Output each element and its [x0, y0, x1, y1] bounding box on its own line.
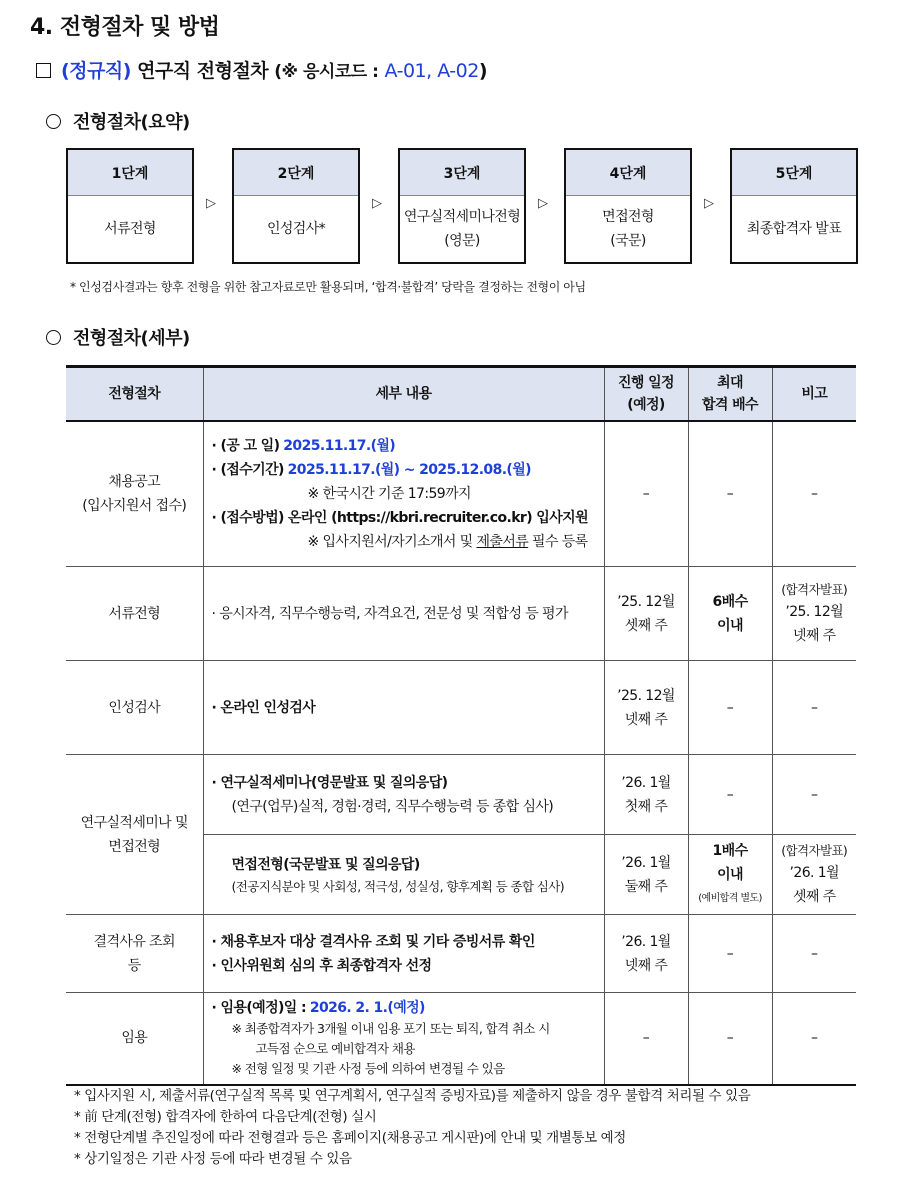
stage-sublabel: (영문) — [444, 233, 480, 249]
table-row — [66, 755, 856, 835]
arrow-right-icon: ▷ — [704, 196, 714, 211]
stage-label: 면접전형 — [602, 209, 654, 225]
table-row — [66, 421, 856, 567]
note-cell: – — [772, 993, 856, 1085]
note-item: * 전형단계별 추진일정에 따라 전형결과 등은 홈페이지(채용공고 게시판)에 안내 및 개별통보 예정 — [74, 1130, 626, 1146]
table-row — [66, 567, 856, 661]
detail-cell: 면접전형(국문발표 및 질의응답) (전공지식분야 및 사회성, 적극성, 성실성, 향후계획 등 종합 심사) — [203, 835, 604, 915]
ratio-cell: – — [688, 661, 772, 755]
stage-cell: 임용 — [66, 993, 203, 1085]
note-item: * 상기일정은 기관 사정 등에 따라 변경될 수 있음 — [74, 1151, 352, 1167]
ratio-cell: 1배수 이내 (예비합격 별도) — [688, 835, 772, 915]
ratio-cell: – — [688, 421, 772, 567]
header-detail: 세부 내용 — [203, 367, 604, 421]
job-type-label: (정규직) — [61, 60, 131, 82]
stage-step: 1단계 — [68, 150, 192, 196]
stage-sublabel: (국문) — [610, 233, 646, 249]
stage-step: 4단계 — [566, 150, 690, 196]
stage-step: 3단계 — [400, 150, 524, 196]
detail-cell: · 연구실적세미나(영문발표 및 질의응답) (연구(업무)실적, 경험·경력, 직무수행능력 등 종합 심사) — [203, 755, 604, 835]
stage-box-2 — [232, 148, 360, 264]
note-cell: – — [772, 915, 856, 993]
detail-heading — [46, 324, 190, 350]
note-cell: (합격자발표) ’25. 12월 넷째 주 — [772, 567, 856, 661]
ratio-cell: 6배수 이내 — [688, 567, 772, 661]
note-item: * 입사지원 시, 제출서류(연구실적 목록 및 연구계획서, 연구실적 증빙자료)를 제출하지 않을 경우 불합격 처리될 수 있음 — [74, 1088, 751, 1104]
table-row — [66, 993, 856, 1085]
schedule-cell: ’26. 1월 넷째 주 — [604, 915, 688, 993]
summary-footnote: * 인성검사결과는 향후 전형을 위한 참고자료로만 활용되며, ‘합격·불합격’ 당락을 결정하는 전형이 아님 — [70, 280, 586, 294]
note-item: * 前 단계(전형) 합격자에 한하여 다음단계(전형) 실시 — [74, 1109, 377, 1125]
ratio-cell: – — [688, 755, 772, 835]
note-cell: – — [772, 421, 856, 567]
detail-cell: · 임용(예정)일 : 2026. 2. 1.(예정) ※ 최종합격자가 3개월 이내 임용 포기 또는 퇴직, 합격 취소 시 고득점 순으로 예비합격자 채용 ※ 전형 일정 및 기관 사정 등에 의하여 변경될 수 있음 — [203, 993, 604, 1085]
header-note: 비고 — [772, 367, 856, 421]
stage-cell: 채용공고 (입사지원서 접수) — [66, 421, 203, 567]
summary-heading-text: 전형절차(요약) — [73, 112, 190, 133]
schedule-cell: ’26. 1월 둘째 주 — [604, 835, 688, 915]
table-row — [66, 915, 856, 993]
note-cell: – — [772, 661, 856, 755]
schedule-cell: ’25. 12월 셋째 주 — [604, 567, 688, 661]
note-cell: (합격자발표) ’26. 1월 셋째 주 — [772, 835, 856, 915]
ratio-cell: – — [688, 993, 772, 1085]
arrow-right-icon: ▷ — [538, 196, 548, 211]
schedule-cell: – — [604, 421, 688, 567]
stage-step: 2단계 — [234, 150, 358, 196]
header-schedule: 진행 일정 (예정) — [604, 367, 688, 421]
stage-step: 5단계 — [732, 150, 856, 196]
process-flow — [66, 148, 860, 264]
stage-label: 서류전형 — [104, 221, 156, 237]
arrow-right-icon: ▷ — [372, 196, 382, 211]
note-cell: – — [772, 755, 856, 835]
stage-label: 최종합격자 발표 — [746, 221, 842, 237]
checkbox-square-icon — [36, 63, 51, 78]
stage-box-1 — [66, 148, 194, 264]
section-title: 4. 전형절차 및 방법 — [30, 15, 220, 40]
application-codes: A-01, A-02 — [384, 60, 479, 82]
notes-list — [74, 1086, 750, 1170]
header-ratio: 최대 합격 배수 — [688, 367, 772, 421]
stage-cell: 결격사유 조회 등 — [66, 915, 203, 993]
circle-bullet-icon — [46, 330, 61, 345]
schedule-cell: ’26. 1월 첫째 주 — [604, 755, 688, 835]
subsection-title-text: 연구직 전형절차 — [137, 60, 269, 82]
schedule-cell: ’25. 12월 넷째 주 — [604, 661, 688, 755]
ratio-cell: – — [688, 915, 772, 993]
detail-cell: · 채용후보자 대상 결격사유 조회 및 기타 증빙서류 확인 · 인사위원회 심의 후 최종합격자 선정 — [203, 915, 604, 993]
stage-label: 인성검사* — [266, 221, 326, 237]
stage-cell: 인성검사 — [66, 661, 203, 755]
stage-label: 연구실적세미나전형 — [403, 209, 521, 225]
circle-bullet-icon — [46, 114, 61, 129]
detail-cell: · 온라인 인성검사 — [203, 661, 604, 755]
code-label: (※ 응시코드 : — [274, 62, 379, 82]
header-stage: 전형절차 — [66, 367, 203, 421]
arrow-right-icon: ▷ — [206, 196, 216, 211]
table-header-row — [66, 367, 856, 421]
stage-box-3 — [398, 148, 526, 264]
detail-heading-text: 전형절차(세부) — [73, 328, 190, 349]
code-close: ) — [478, 60, 488, 82]
process-detail-table — [66, 365, 856, 1086]
subsection-title — [36, 56, 487, 83]
detail-cell: · (공 고 일) 2025.11.17.(월) · (접수기간) 2025.11.17.(월) ~ 2025.12.08.(월) ※ 한국시간 기준 17:59까지 · (접수방법) 온라인 (https://kbri.recruiter.co.kr) 입사지원 ※ 입사지원서/자기소개서 및 제출서류 필수 등록 — [203, 421, 604, 567]
stage-cell: 연구실적세미나 및 면접전형 — [66, 755, 203, 915]
stage-box-4 — [564, 148, 692, 264]
stage-cell: 서류전형 — [66, 567, 203, 661]
detail-cell: · 응시자격, 직무수행능력, 자격요건, 전문성 및 적합성 등 평가 — [203, 567, 604, 661]
schedule-cell: – — [604, 993, 688, 1085]
stage-box-5 — [730, 148, 858, 264]
table-row — [66, 661, 856, 755]
summary-heading — [46, 108, 190, 134]
